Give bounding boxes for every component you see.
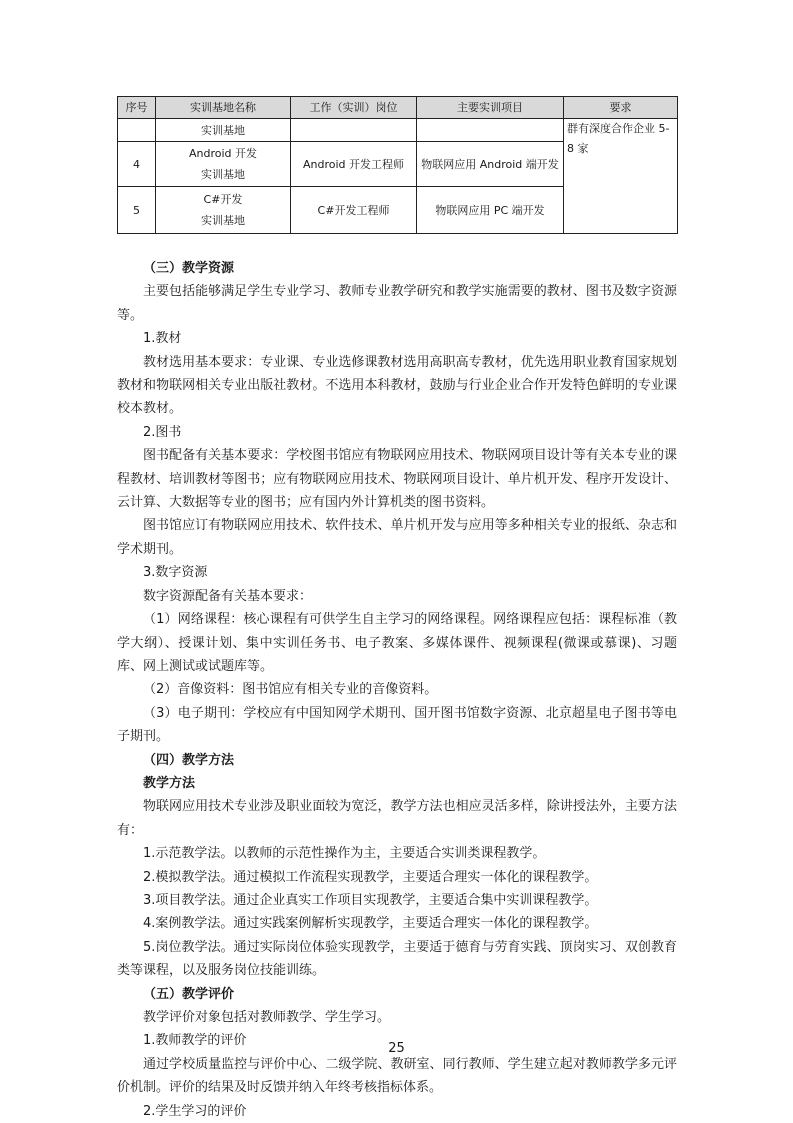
cell-base-name-line: C#开发 <box>203 193 243 206</box>
section-heading: （五）教学评价 <box>143 986 235 1002</box>
subsection-label: 2.学生学习的评价 <box>143 1103 247 1119</box>
section-heading: （三）教学资源 <box>143 261 235 276</box>
cell-base-name-line: 实训基地 <box>201 123 245 137</box>
table-header-row <box>118 97 678 119</box>
header-cell-post: 工作（实训）岗位 <box>291 97 417 119</box>
cell-post: Android 开发工程师 <box>291 142 417 187</box>
header-cell-project: 主要实训项目 <box>417 97 564 119</box>
cell-no: 4 <box>118 142 156 187</box>
list-item: 4.案例教学法。通过实践案例解析实现教学，主要适合理实一体化的课程教学。 <box>143 916 598 932</box>
cell-project <box>417 119 564 142</box>
list-item: 1.示范教学法。以教师的示范性操作为主，主要适合实训类课程教学。 <box>143 846 546 862</box>
paragraph: 教材选用基本要求：专业课、专业选修课教材选用高职高专教材，优先选用职业教育国家规划教材和物联网相关专业出版社教材。不选用本科教材，鼓励与行业企业合作开发特色鲜明的专业课校本教材。 <box>117 354 677 417</box>
paragraph: 图书配备有关基本要求：学校图书馆应有物联网应用技术、物联网项目设计等有关本专业的课程教材、培训教材等图书；应有物联网应用技术、物联网项目设计、单片机开发、程序开发设计、云计算、大数据等专业的图书；应有国内外计算机类的图书资料。 <box>117 448 677 511</box>
cell-project: 物联网应用 Android 端开发 <box>417 142 564 187</box>
cell-base-name <box>156 187 291 234</box>
training-base-table <box>117 96 678 234</box>
subsection-heading: 教学方法 <box>143 775 196 791</box>
list-item: （2）音像资料：图书馆应有相关专业的音像资料。 <box>143 682 438 698</box>
cell-project: 物联网应用 PC 端开发 <box>417 187 564 234</box>
body-text <box>117 257 677 1123</box>
list-item: （3）电子期刊：学校应有中国知网学术期刊、国开图书馆数字资源、北京超星电子图书等电子期刊。 <box>117 705 677 745</box>
cell-base-name-line: 实训基地 <box>201 168 245 181</box>
list-item: 2.模拟教学法。通过模拟工作流程实现教学，主要适合理实一体化的课程教学。 <box>143 869 598 885</box>
paragraph: 教学评价对象包括对教师教学、学生学习。 <box>143 1010 391 1025</box>
paragraph: 数字资源配备有关基本要求： <box>143 588 313 604</box>
cell-post: C#开发工程师 <box>291 187 417 234</box>
list-item: 5.岗位教学法。通过实际岗位体验实现教学，主要适于德育与劳育实践、顶岗实习、双创教育类等课程，以及服务岗位技能训练。 <box>117 939 677 979</box>
header-cell-no: 序号 <box>118 97 156 119</box>
cell-base-name-line: 实训基地 <box>201 214 245 227</box>
table-row <box>118 119 678 142</box>
paragraph: 通过学校质量监控与评价中心、二级学院、教研室、同行教师、学生建立起对教师教学多元评价机制。评价的结果及时反馈并纳入年终考核指标体系。 <box>117 1056 677 1096</box>
page-number: 25 <box>388 1041 405 1056</box>
cell-base-name <box>156 119 291 142</box>
header-cell-base-name: 实训基地名称 <box>156 97 291 119</box>
cell-requirement: 群有深度合作企业 5-8 家 <box>564 119 678 234</box>
section-heading: （四）教学方法 <box>143 752 235 768</box>
cell-post <box>291 119 417 142</box>
cell-base-name <box>156 142 291 187</box>
paragraph: 物联网应用技术专业涉及职业面较为宽泛，教学方法也相应灵活多样，除讲授法外，主要方法有： <box>117 799 677 838</box>
list-item: （1）网络课程：核心课程有可供学生自主学习的网络课程。网络课程应包括：课程标准（教学大纲）、授课计划、集中实训任务书、电子教案、多媒体课件、视频课程(微课或慕课)、习题库、网上测试或试题库等。 <box>117 612 677 674</box>
paragraph: 主要包括能够满足学生专业学习、教师专业教学研究和教学实施需要的教材、图书及数字资源等。 <box>117 284 677 323</box>
subsection-label: 3.数字资源 <box>143 565 208 581</box>
subsection-label: 1.教师教学的评价 <box>143 1033 247 1049</box>
cell-no: 5 <box>118 187 156 234</box>
list-item: 3.项目教学法。通过企业真实工作项目实现教学，主要适合集中实训课程教学。 <box>143 892 598 908</box>
paragraph: 图书馆应订有物联网应用技术、软件技术、单片机开发与应用等多种相关专业的报纸、杂志和学术期刊。 <box>117 518 677 557</box>
header-cell-requirement: 要求 <box>564 97 678 119</box>
subsection-label: 2.图书 <box>143 424 182 440</box>
cell-base-name-line: Android 开发 <box>188 147 258 160</box>
subsection-label: 1.教材 <box>143 331 182 347</box>
cell-no <box>118 119 156 142</box>
